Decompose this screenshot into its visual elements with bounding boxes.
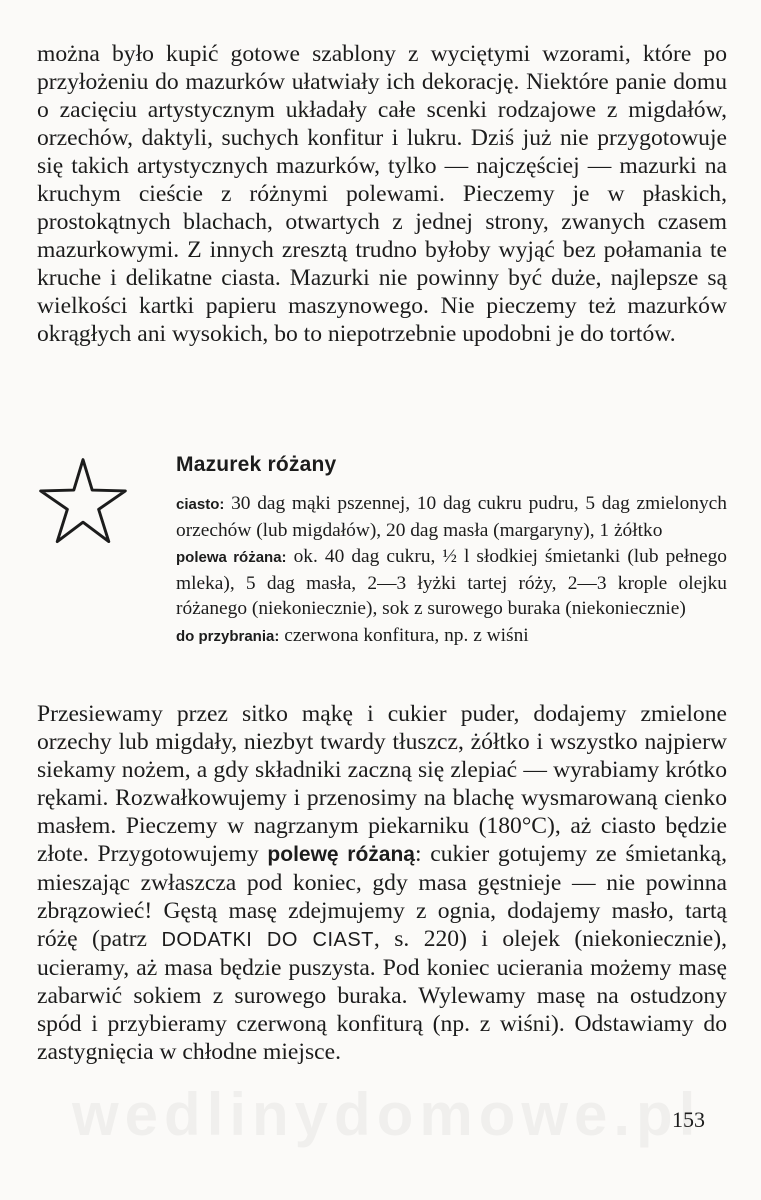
- intro-paragraph: można było kupić gotowe szablony z wyciętymi wzorami, które po przyłożeniu do mazurków ułatwiały ich dekorację. Niektóre panie domu o zacięciu artystycznym układały całe scenki rodzajowe z migdałów, orzechów, daktyli, suchych konfitur i lukru. Dziś już nie przygotowuje się takich artystycznych mazurków, tylko — najczęściej — mazurki na kruchym cieście z różnymi polewami. Pieczemy je w płaskich, prostokątnych blachach, otwartych z jednej strony, zwanych czasem mazurkowymi. Z innych zresztą trudno byłoby wyjąć bez połamania te kruche i delikatne ciasta. Mazurki nie powinny być duże, najlepsze są wielkości kartki papieru maszynowego. Nie pieczemy też mazurków okrągłych ani wysokich, bo to niepotrzebnie upodobni je do tortów.: [37, 41, 727, 347]
- intro-section: [37, 40, 727, 348]
- ingredient-ciasto: [176, 491, 727, 543]
- method-text-part2: : cukier gotujemy ze śmietanką, mieszając zwłaszcza pod koniec, gdy masa gęstnieje — nie powinna zbrązowieć! Gęstą masę zdejmujemy z ognia, dodajemy masło, tartą różę (patrz: [37, 841, 728, 952]
- ingredient-label: polewa różana:: [176, 549, 287, 566]
- ingredient-label: ciasto:: [176, 496, 225, 513]
- recipe-body: [176, 453, 727, 650]
- book-page: [37, 40, 728, 1065]
- method-text-part1: Przesiewamy przez sitko mąkę i cukier puder, dodajemy zmielone orzechy lub migdały, niezbyt twardy tłuszcz, żółtko i wszystko najpierw siekamy nożem, a gdy składniki zaczną się zlepiać — wyrabiamy krótko rękami. Rozwałkowujemy i przenosimy na blachę wysmarowaną cienko masłem. Pieczemy w nagrzanym piekarniku (180°C), aż ciasto będzie złote. Przygotowujemy: [37, 701, 727, 867]
- method-bold-term: polewę różaną: [267, 843, 415, 866]
- recipe-block: [37, 420, 727, 720]
- ingredient-label: do przybrania:: [176, 627, 280, 645]
- ingredient-polewa: [176, 544, 727, 622]
- ingredient-text: 30 dag mąki pszennej, 10 dag cukru pudru, 5 dag zmielonych orzechów (lub migdałów), 20 dag masła (margaryny), 1 żółtko: [176, 493, 727, 541]
- ingredient-przybranie: [176, 623, 727, 650]
- recipe-title: Mazurek różany: [176, 453, 337, 476]
- method-paragraph: [37, 700, 727, 1066]
- method-section: [37, 700, 727, 1066]
- page-number: 153: [672, 1107, 705, 1132]
- method-text-part3: , s. 220) i olejek (niekoniecznie), ucieramy, aż masa będzie puszysta. Pod koniec ucierania możemy masę zabarwić sokiem z surowego buraka. Wylewamy masę na ostudzony spód i przybieramy czerwoną konfiturą (np. z wiśni). Odstawiamy do zastygnięcia w chłodne miejsce.: [37, 926, 728, 1065]
- star-outline-icon: [37, 456, 129, 548]
- cross-reference: DODATKI DO CIAST: [161, 929, 374, 951]
- ingredient-text: ok. 40 dag cukru, ½ l słodkiej śmietanki (lub pełnego mleka), 5 dag masła, 2—3 łyżki tartej róży, 2—3 krople olejku różanego (niekoniecznie), sok z surowego buraka (niekoniecznie): [176, 546, 727, 619]
- watermark: [72, 1080, 692, 1149]
- ingredient-text: czerwona konfitura, np. z wiśni: [284, 624, 529, 646]
